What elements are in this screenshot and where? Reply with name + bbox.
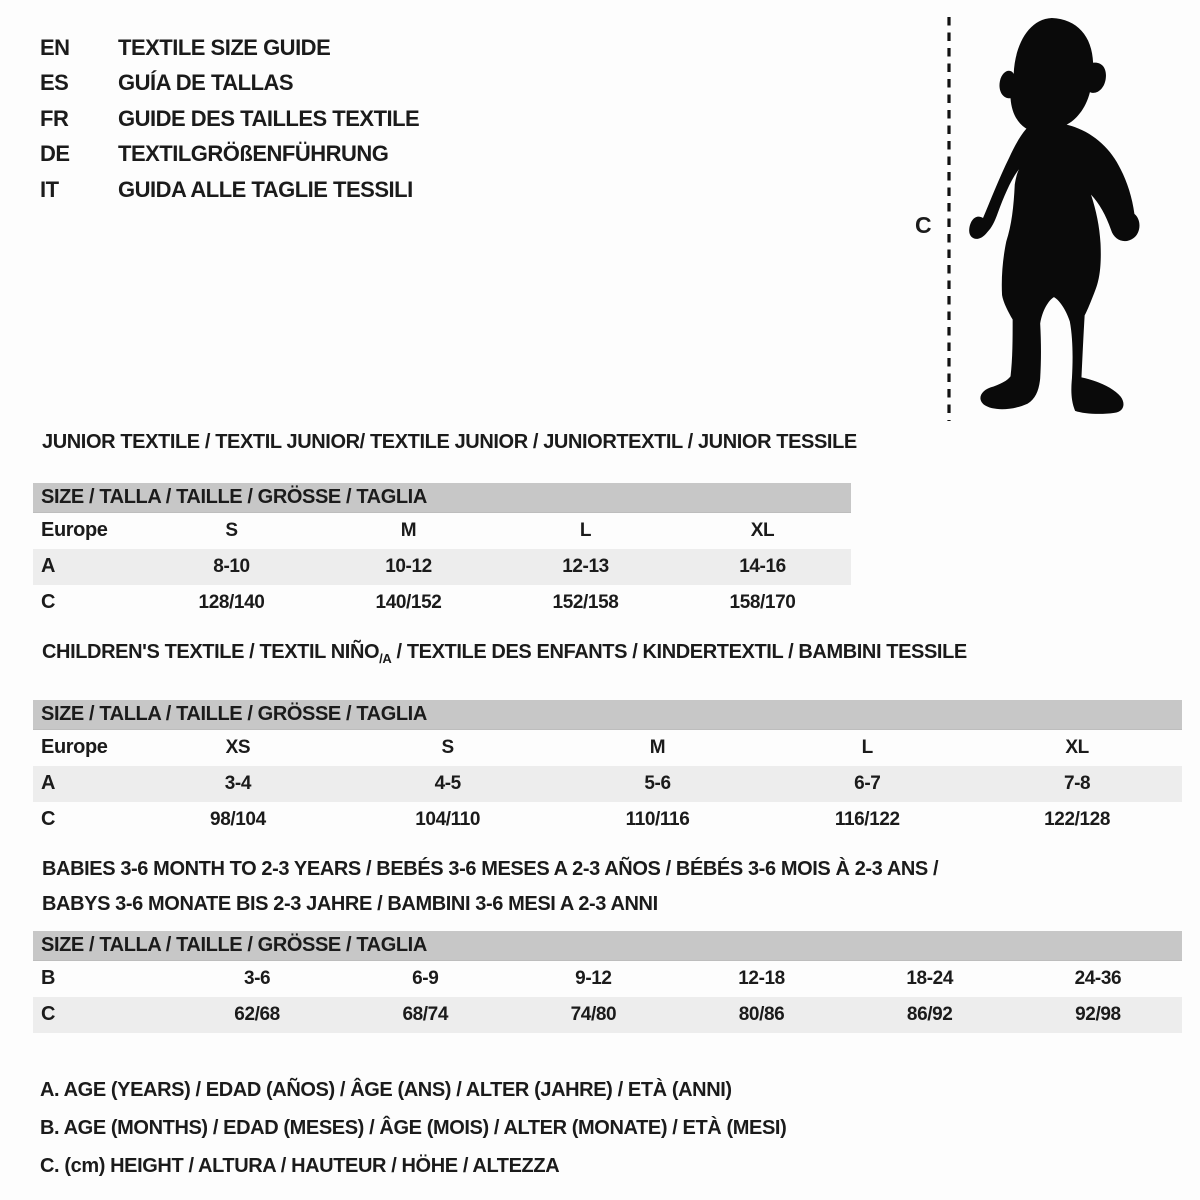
lang-title-it: GUIDA ALLE TAGLIE TESSILI	[118, 176, 413, 202]
height-measure-label: C	[915, 212, 932, 238]
table-row-europe	[33, 730, 1182, 766]
size-cell: 116/122	[834, 808, 900, 830]
lang-code-fr: FR	[40, 105, 69, 131]
table-header-row	[33, 700, 1182, 730]
footnote-age-years: A. AGE (YEARS) / EDAD (AÑOS) / ÂGE (ANS) / ALTER (JAHRE) / ETÀ (ANNI)	[40, 1079, 732, 1101]
row-label: Europe	[41, 519, 108, 542]
section-title-text: BABIES 3-6 MONTH TO 2-3 YEARS / BEBÉS 3-6 MESES A 2-3 AÑOS / BÉBÉS 3-6 MOIS À 2-3 ANS /	[42, 858, 939, 880]
size-cell: 8-10	[213, 555, 250, 577]
section-title-line	[42, 640, 1182, 671]
size-table-junior	[33, 483, 851, 621]
size-cell: 3-4	[224, 772, 252, 794]
size-cell: 12-18	[738, 967, 785, 989]
lang-row-fr	[40, 101, 419, 137]
section-title-text: / TEXTILE DES ENFANTS / KINDERTEXTIL / BAMBINI TESSILE	[391, 641, 967, 663]
lang-title-en: TEXTILE SIZE GUIDE	[118, 34, 331, 60]
size-cell: M	[649, 736, 666, 758]
table-header-label: SIZE / TALLA / TAILLE / GRÖSSE / TAGLIA	[33, 483, 851, 513]
section-title-text: JUNIOR TEXTILE / TEXTIL JUNIOR/ TEXTILE JUNIOR / JUNIORTEXTIL / JUNIOR TESSILE	[42, 431, 857, 453]
lang-title-es: GUÍA DE TALLAS	[118, 70, 294, 96]
size-cell: 110/116	[625, 808, 690, 830]
footnote-height-cm: C. (cm) HEIGHT / ALTURA / HAUTEUR / HÖHE / ALTEZZA	[40, 1155, 560, 1177]
size-cell: 24-36	[1074, 967, 1122, 989]
table-row-b	[33, 961, 1182, 997]
size-cell: 18-24	[906, 967, 953, 989]
lang-row-it	[40, 172, 419, 208]
table-row-c	[33, 585, 851, 621]
size-cell: 10-12	[385, 555, 432, 577]
lang-row-en	[40, 30, 419, 66]
size-cell: 74/80	[570, 1003, 617, 1025]
size-cell: S	[225, 519, 238, 541]
size-cell: 5-6	[644, 772, 671, 794]
section-babies	[33, 852, 1182, 1033]
height-figure	[905, 14, 1155, 424]
size-cell: L	[861, 736, 873, 758]
row-label: C	[41, 591, 56, 613]
section-title-text: CHILDREN'S TEXTILE / TEXTIL NIÑO	[42, 641, 380, 663]
table-row-a	[33, 549, 851, 585]
table-header-row	[33, 931, 1182, 961]
height-measure-line	[947, 17, 951, 421]
lang-code-es: ES	[40, 70, 69, 96]
section-title-subscript: /A	[379, 651, 392, 666]
section-title-line	[42, 852, 1182, 887]
size-cell: 140/152	[375, 591, 442, 613]
section-title-babies	[42, 852, 1182, 922]
row-label: Europe	[41, 736, 108, 759]
section-title-line	[42, 430, 857, 454]
size-table-babies	[33, 931, 1182, 1033]
section-title-line	[42, 887, 1182, 922]
size-cell: 104/110	[415, 808, 481, 830]
section-junior	[33, 430, 857, 621]
size-cell: XL	[1065, 736, 1089, 758]
size-cell: L	[579, 519, 592, 541]
size-cell: 3-6	[243, 967, 271, 989]
size-cell: 7-8	[1063, 772, 1091, 794]
lang-title-de: TEXTILGRÖßENFÜHRUNG	[118, 141, 389, 167]
footnote-age-months: B. AGE (MONTHS) / EDAD (MESES) / ÂGE (MOIS) / ALTER (MONATE) / ETÀ (MESI)	[40, 1117, 787, 1139]
size-cell: 14-16	[739, 555, 786, 577]
row-label: C	[41, 808, 56, 830]
size-cell: 152/158	[552, 591, 619, 613]
row-label: C	[41, 1003, 56, 1025]
table-row-a	[33, 766, 1182, 802]
size-table-children	[33, 700, 1182, 838]
section-title-children	[42, 640, 1182, 671]
size-cell: XS	[225, 736, 251, 758]
size-cell: 128/140	[198, 591, 265, 613]
table-header-label: SIZE / TALLA / TAILLE / GRÖSSE / TAGLIA	[33, 700, 1182, 730]
lang-code-en: EN	[40, 34, 70, 60]
section-title-junior	[42, 430, 857, 454]
size-cell: 62/68	[234, 1003, 280, 1025]
size-cell: 68/74	[402, 1003, 448, 1025]
size-cell: 9-12	[575, 967, 612, 989]
lang-row-es	[40, 66, 419, 102]
size-cell: 98/104	[210, 808, 266, 830]
lang-title-fr: GUIDE DES TAILLES TEXTILE	[118, 105, 420, 131]
size-cell: 6-7	[854, 772, 881, 794]
size-cell: 92/98	[1075, 1003, 1121, 1025]
table-row-c	[33, 997, 1182, 1033]
table-row-europe	[33, 513, 851, 549]
row-label: A	[41, 772, 56, 794]
size-cell: 86/92	[906, 1003, 953, 1025]
footnotes	[40, 1071, 786, 1185]
size-cell: M	[400, 519, 417, 541]
section-children	[33, 640, 1182, 838]
lang-code-de: DE	[40, 141, 70, 167]
row-label: A	[41, 555, 56, 577]
language-title-list	[40, 30, 419, 208]
size-cell: XL	[750, 519, 775, 541]
lang-code-it: IT	[40, 176, 59, 202]
lang-row-de	[40, 137, 419, 173]
table-header-label: SIZE / TALLA / TAILLE / GRÖSSE / TAGLIA	[33, 931, 1182, 961]
size-cell: 4-5	[434, 772, 461, 794]
size-cell: 122/128	[1044, 808, 1111, 830]
size-cell: 12-13	[562, 555, 609, 577]
size-cell: 80/86	[738, 1003, 785, 1025]
size-cell: 158/170	[729, 591, 796, 613]
size-cell: 6-9	[412, 967, 439, 989]
table-row-c	[33, 802, 1182, 838]
size-cell: S	[441, 736, 454, 758]
row-label: B	[41, 967, 56, 990]
toddler-silhouette-icon	[965, 16, 1145, 422]
section-title-text: BABYS 3-6 MONATE BIS 2-3 JAHRE / BAMBINI 3-6 MESI A 2-3 ANNI	[42, 893, 658, 915]
table-header-row	[33, 483, 851, 513]
